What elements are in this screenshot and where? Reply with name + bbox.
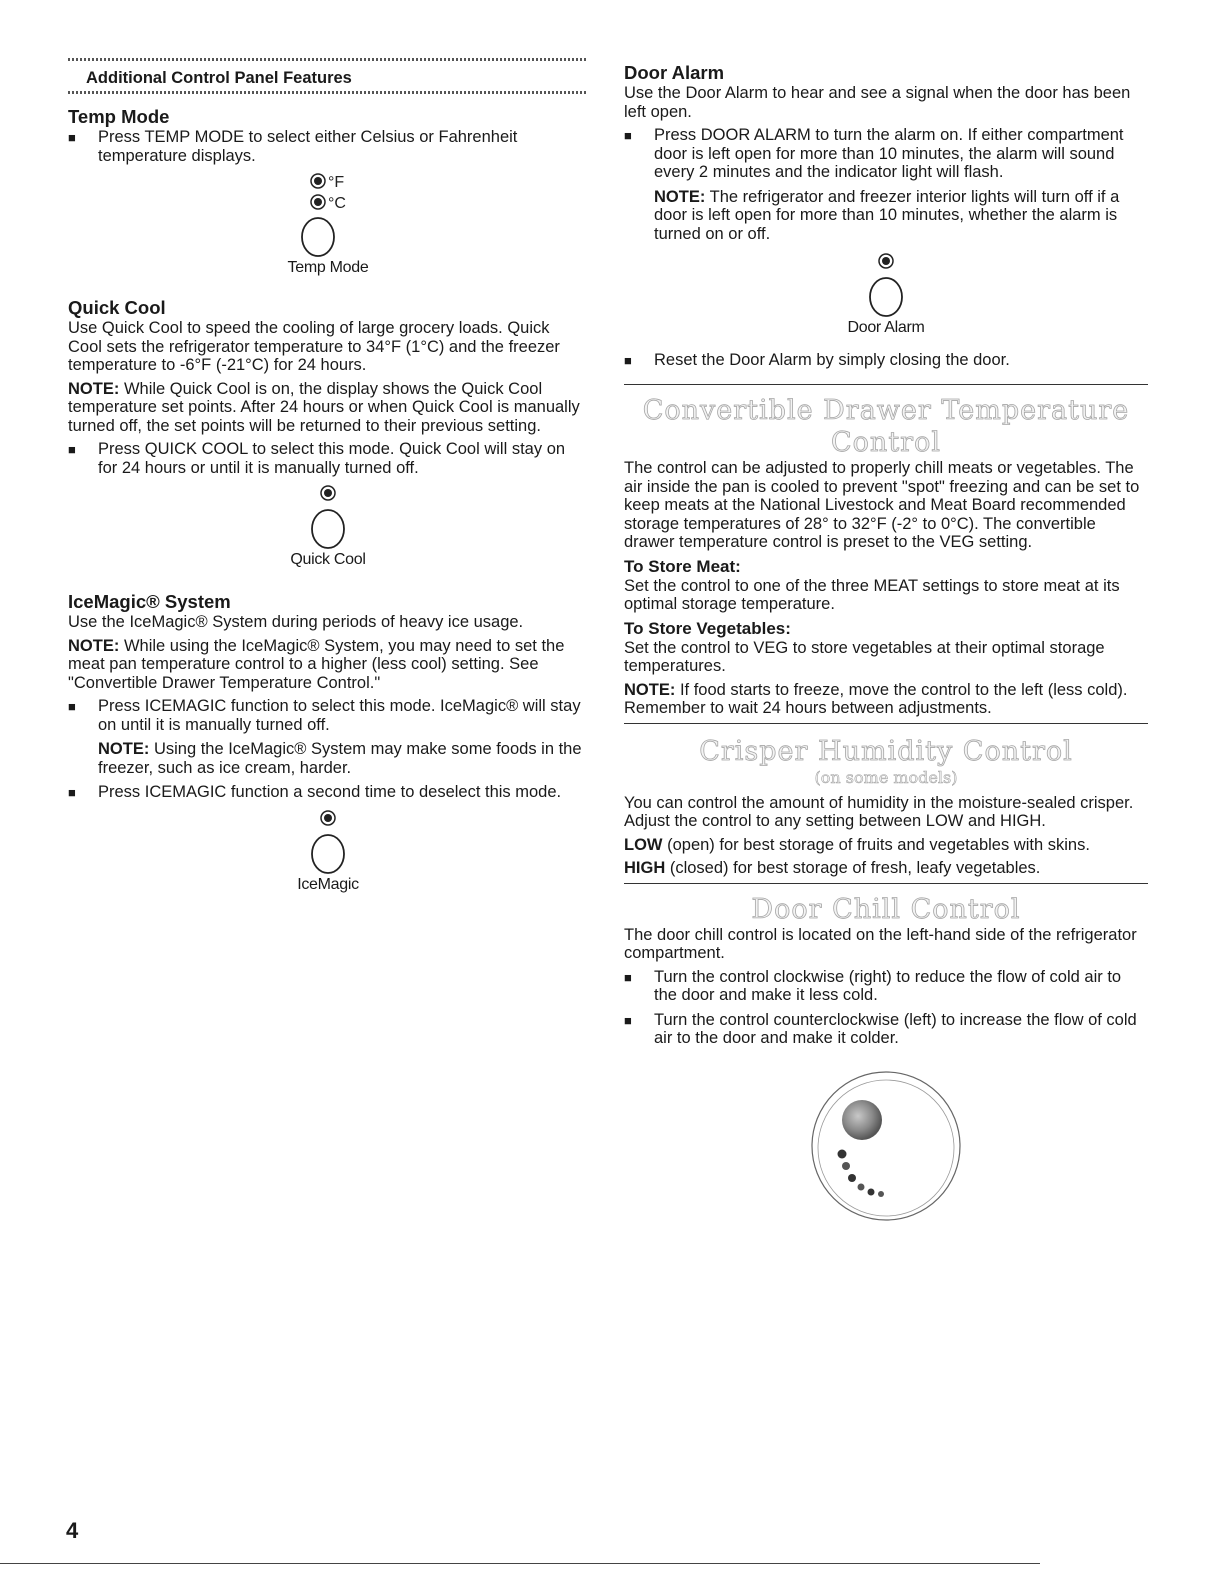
icemagic-bullet-2-text: Press ICEMAGIC function a second time to deselect this mode. (98, 783, 562, 801)
bullet-square-icon: ■ (624, 353, 632, 368)
section-divider (624, 883, 1148, 884)
dotted-rule-bottom (68, 91, 588, 94)
door-chill-dial-figure (624, 1066, 1148, 1226)
door-alarm-button-icon (856, 251, 916, 319)
note-label: NOTE: (68, 636, 120, 655)
door-alarm-heading: Door Alarm (624, 62, 725, 83)
note-label: NOTE: (654, 187, 706, 206)
quick-cool-note (68, 380, 588, 436)
door-alarm-bullet-1 (624, 126, 1148, 182)
door-alarm-bullet-2 (624, 351, 1148, 370)
icemagic-note (68, 637, 588, 693)
door-alarm-bullet-2-text: Reset the Door Alarm by simply closing the door. (654, 351, 1010, 369)
note-text: Using the IceMagic® System may make some foods in the freezer, such as ice cream, harder. (98, 740, 582, 777)
door-alarm-bullet-1-text: Press DOOR ALARM to turn the alarm on. If either compartment door is left open for more than 10 minutes, the alarm will sound every 2 minutes and the indicator light will flash. (654, 126, 1124, 181)
store-vegetables-heading: To Store Vegetables: (624, 618, 791, 638)
left-column (68, 58, 588, 894)
temp-mode-bullet-text: Press TEMP MODE to select either Celsius or Fahrenheit temperature displays. (98, 128, 518, 165)
fahrenheit-label: °F (328, 174, 345, 191)
temp-mode-heading: Temp Mode (68, 106, 170, 127)
section-header-box (68, 58, 588, 94)
bullet-square-icon: ■ (68, 442, 76, 457)
quick-cool-figure-label: Quick Cool (290, 551, 366, 568)
temp-mode-figure-label: Temp Mode (287, 259, 369, 276)
quick-cool-bullet-text: Press QUICK COOL to select this mode. Quick Cool will stay on for 24 hours or until it is manually turned off. (98, 440, 566, 477)
temp-mode-bullet (68, 128, 588, 165)
door-chill-bullet-2-text: Turn the control counterclockwise (left) to increase the flow of cold air to the door and make it colder. (654, 1010, 1137, 1047)
crisper-humidity-intro: You can control the amount of humidity in the moisture-sealed crisper. Adjust the control to any setting between LOW and HIGH. (624, 793, 1134, 830)
icemagic-bullet-2 (68, 783, 588, 802)
page-number: 4 (66, 1518, 79, 1543)
door-chill-dial-icon (806, 1066, 966, 1226)
quick-cool-intro: Use Quick Cool to speed the cooling of large grocery loads. Quick Cool sets the refrigerator temperature to 34°F (1°C) and the freezer temperature to -6°F (-21°C) for 24 hours. (68, 319, 560, 374)
section-divider (624, 384, 1148, 385)
note-label: NOTE: (68, 379, 120, 398)
icemagic-heading: IceMagic® System (68, 591, 231, 612)
convertible-drawer-title: Convertible Drawer Temperature Control (642, 395, 1130, 458)
note-text: While Quick Cool is on, the display shows the Quick Cool temperature set points. After 24 hours or when Quick Cool is manually turned off, the set points will be returned to their previous setting. (68, 379, 580, 435)
store-meat-text: Set the control to one of the three MEAT settings to store meat at its optimal storage temperature. (624, 576, 1120, 613)
temp-mode-figure (68, 171, 588, 277)
bullet-square-icon: ■ (624, 1012, 632, 1028)
section-header-title: Additional Control Panel Features (86, 69, 352, 87)
low-text: (open) for best storage of fruits and vegetables with skins. (667, 835, 1090, 854)
note-label: NOTE: (98, 740, 150, 758)
door-alarm-figure (624, 251, 1148, 337)
low-label: LOW (624, 835, 663, 854)
quick-cool-heading: Quick Cool (68, 297, 166, 318)
section-divider (624, 723, 1148, 724)
note-text: While using the IceMagic® System, you may need to set the meat pan temperature control to a higher (less cool) setting. See "Convertible Drawer Temperature Control." (68, 636, 565, 692)
door-chill-intro: The door chill control is located on the left-hand side of the refrigerator compartment. (624, 925, 1137, 962)
icemagic-note-2 (98, 740, 588, 777)
note-text: If food starts to freeze, move the control to the left (less cold). Remember to wait 24 hours between adjustments. (624, 680, 1128, 717)
crisper-humidity-title: Crisper Humidity Control (699, 735, 1073, 767)
quick-cool-figure (68, 483, 588, 569)
icemagic-button-icon (298, 808, 358, 876)
bullet-square-icon: ■ (624, 969, 632, 985)
store-meat-heading: To Store Meat: (624, 556, 741, 576)
door-chill-title: Door Chill Control (751, 893, 1021, 925)
icemagic-figure (68, 808, 588, 894)
bottom-rule (0, 1563, 1040, 1564)
convertible-drawer-note (624, 681, 1148, 718)
quick-cool-button-icon (298, 483, 358, 551)
icemagic-bullet-1-text: Press ICEMAGIC function to select this mode. IceMagic® will stay on until it is manually turned off. (98, 697, 581, 734)
door-alarm-note (654, 188, 1148, 244)
door-chill-bullet-2 (624, 1011, 1148, 1048)
bullet-square-icon: ■ (68, 699, 76, 714)
icemagic-bullet-1 (68, 697, 588, 734)
convertible-drawer-intro: The control can be adjusted to properly chill meats or vegetables. The air inside the pan is cooled to prevent "spot" freezing and can be set to keep meats at the National Livestock and Meat Board recommended storage temperatures of 28° to 32°F (-2° to 0°C). The convertible drawer temperature control is preset to the VEG setting. (624, 459, 1140, 551)
bullet-square-icon: ■ (68, 130, 76, 145)
high-label: HIGH (624, 859, 666, 877)
high-text: (closed) for best storage of fresh, leafy vegetables. (669, 859, 1041, 877)
bullet-square-icon: ■ (68, 785, 76, 800)
temp-mode-button-icon (288, 171, 368, 259)
store-vegetables-text: Set the control to VEG to store vegetables at their optimal storage temperatures. (624, 638, 1105, 675)
door-chill-bullet-1 (624, 968, 1148, 1005)
quick-cool-bullet (68, 440, 588, 477)
celsius-label: °C (328, 195, 346, 212)
bullet-square-icon: ■ (624, 128, 632, 143)
door-alarm-figure-label: Door Alarm (847, 319, 925, 336)
door-chill-bullet-1-text: Turn the control clockwise (right) to reduce the flow of cold air to the door and make it less cold. (654, 967, 1122, 1004)
crisper-humidity-subtitle: (on some models) (814, 767, 958, 787)
note-label: NOTE: (624, 680, 676, 699)
door-alarm-intro: Use the Door Alarm to hear and see a signal when the door has been left open. (624, 84, 1131, 121)
crisper-low-setting (624, 836, 1148, 855)
crisper-high-setting (624, 859, 1148, 878)
right-column (624, 62, 1148, 1226)
icemagic-figure-label: IceMagic (297, 876, 359, 893)
note-text: The refrigerator and freezer interior lights will turn off if a door is left open for more than 10 minutes, whether the alarm is turned on or off. (654, 187, 1120, 243)
icemagic-intro: Use the IceMagic® System during periods of heavy ice usage. (68, 613, 524, 631)
